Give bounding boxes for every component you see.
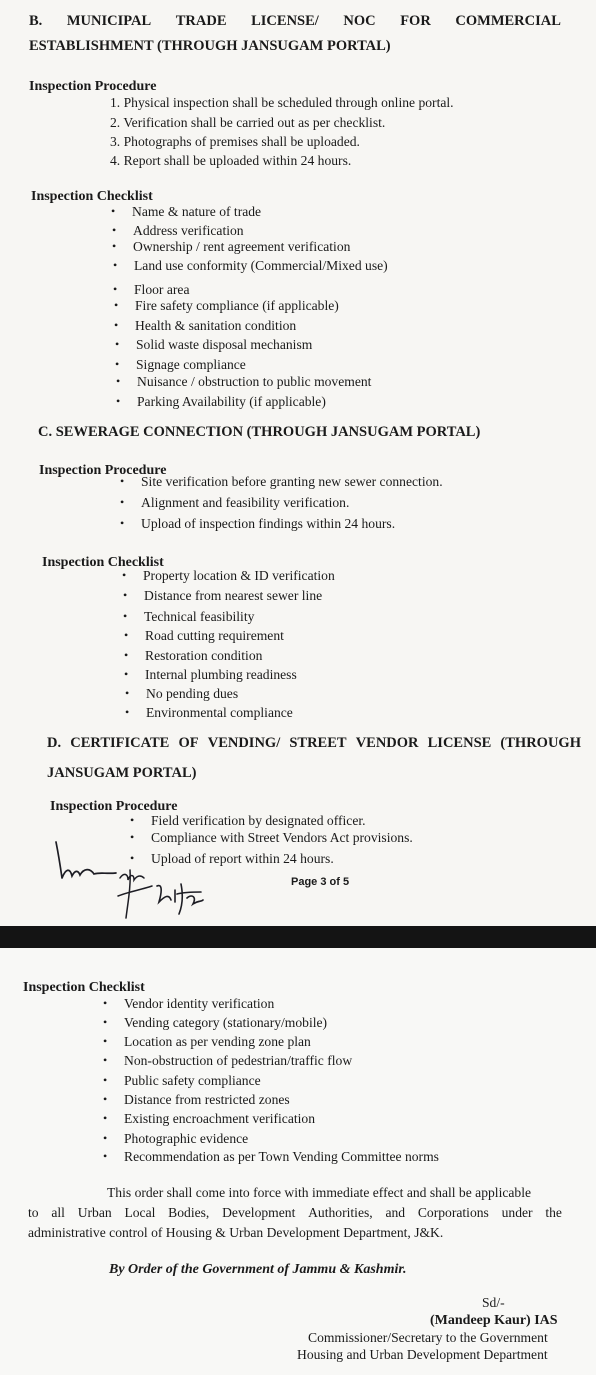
title-word: TRADE [175,13,227,29]
section-b-title-line2: ESTABLISHMENT (THROUGH JANSUGAM PORTAL) [29,38,391,54]
checklist-item: • Address verification [133,223,244,239]
section-c-procedure-heading: Inspection Procedure [39,463,167,478]
procedure-item: • Compliance with Street Vendors Act provisions. [151,830,413,846]
checklist-item: • Non-obstruction of pedestrian/traffic flow [124,1053,352,1069]
signatory-department: Housing and Urban Development Department [297,1347,548,1362]
checklist-item: • Ownership / rent agreement verification [133,239,350,255]
checklist-item: • Environmental compliance [146,705,293,721]
title-word: VENDOR [355,735,419,751]
checklist-item: • Health & sanitation condition [135,318,296,334]
document-page-4 [0,948,596,1375]
order-text-line2 [28,1205,562,1221]
procedure-item: • Alignment and feasibility verification. [141,495,349,511]
title-word: VENDING/ [207,735,281,751]
title-word: STREET [289,735,347,751]
section-d-title-line1 [47,735,581,752]
checklist-item: • Technical feasibility [144,609,254,625]
title-word: (THROUGH [500,735,581,751]
page-number: Page 3 of 5 [291,876,350,888]
sd-mark: Sd/- [482,1295,505,1310]
title-word: D. [47,735,62,751]
procedure-item: 4. Report shall be uploaded within 24 hours. [110,153,352,168]
title-word: LICENSE [427,735,492,751]
title-word: FOR [400,13,431,29]
order-word: Bodies, [168,1205,210,1220]
order-word: Development [222,1205,296,1220]
checklist-item: • Internal plumbing readiness [145,667,297,683]
order-text-line1: This order shall come into force with immediate effect and shall be applicable [107,1185,532,1200]
title-word: B. [29,13,43,29]
order-text-line3: administrative control of Housing & Urban Development Department, J&K. [28,1225,444,1240]
procedure-item: • Site verification before granting new sewer connection. [141,474,443,490]
checklist-item: • Signage compliance [136,357,246,373]
checklist-item: • Public safety compliance [124,1073,261,1089]
signatory-title: Commissioner/Secretary to the Government [308,1330,548,1345]
checklist-item: • Floor area [134,282,189,298]
checklist-item: • Name & nature of trade [132,204,261,220]
by-order-line: By Order of the Government of Jammu & Kashmir. [109,1262,407,1277]
section-c-title: C. SEWERAGE CONNECTION (THROUGH JANSUGAM PORTAL) [38,424,481,440]
procedure-item: 3. Photographs of premises shall be uploaded. [110,134,360,149]
title-word: OF [178,735,199,751]
procedure-item: • Field verification by designated officer. [151,813,366,829]
checklist-item: • Vendor identity verification [124,996,274,1012]
order-word: Local [124,1205,156,1220]
procedure-item: 2. Verification shall be carried out as per checklist. [110,115,386,130]
order-word: Authorities, [308,1205,373,1220]
section-b-title-line1 [29,13,561,30]
order-word: to [28,1205,39,1220]
checklist-item: • Fire safety compliance (if applicable) [135,298,339,314]
procedure-item: 1. Physical inspection shall be scheduled through online portal. [110,95,454,110]
checklist-item: • Distance from restricted zones [124,1092,290,1108]
checklist-item: • Restoration condition [145,648,262,664]
checklist-item: • Photographic evidence [124,1131,248,1147]
handwritten-initial-3 [153,880,205,916]
page-separator [0,926,596,948]
procedure-item: • Upload of inspection findings within 24 hours. [141,516,395,532]
title-word: MUNICIPAL [66,13,152,29]
checklist-item: • Solid waste disposal mechanism [136,337,312,353]
checklist-item: • Property location & ID verification [143,568,335,584]
section-c-checklist-heading: Inspection Checklist [42,555,164,570]
section-b-checklist-heading: Inspection Checklist [31,189,153,204]
checklist-item: • Existing encroachment verification [124,1111,315,1127]
section-b-procedure-heading: Inspection Procedure [29,79,157,94]
title-word: LICENSE/ [251,13,319,29]
checklist-item: • Vending category (stationary/mobile) [124,1015,327,1031]
procedure-item: • Upload of report within 24 hours. [151,851,334,867]
order-word: the [545,1205,562,1220]
section-d-procedure-heading: Inspection Procedure [50,799,178,814]
title-word: NOC [343,13,376,29]
title-word: COMMERCIAL [455,13,561,29]
checklist-item: • Location as per vending zone plan [124,1034,311,1050]
order-word: all [51,1205,65,1220]
section-d-title-line2: JANSUGAM PORTAL) [47,765,197,781]
checklist-item: • Parking Availability (if applicable) [137,394,326,410]
order-word: Urban [77,1205,112,1220]
order-word: and [385,1205,406,1220]
handwritten-initial-2 [116,862,156,920]
signatory-name: (Mandeep Kaur) IAS [430,1313,558,1328]
order-word: Corporations [417,1205,489,1220]
checklist-item: • Land use conformity (Commercial/Mixed use) [134,258,388,274]
section-d-checklist-heading: Inspection Checklist [23,980,145,995]
handwritten-initial-1 [50,838,120,890]
checklist-item: • Distance from nearest sewer line [144,588,322,604]
checklist-item: • Nuisance / obstruction to public movement [137,374,371,390]
order-word: under [501,1205,533,1220]
checklist-item: • Recommendation as per Town Vending Committee norms [124,1149,439,1165]
title-word: CERTIFICATE [70,735,170,751]
checklist-item: • No pending dues [146,686,238,702]
checklist-item: • Road cutting requirement [145,628,284,644]
